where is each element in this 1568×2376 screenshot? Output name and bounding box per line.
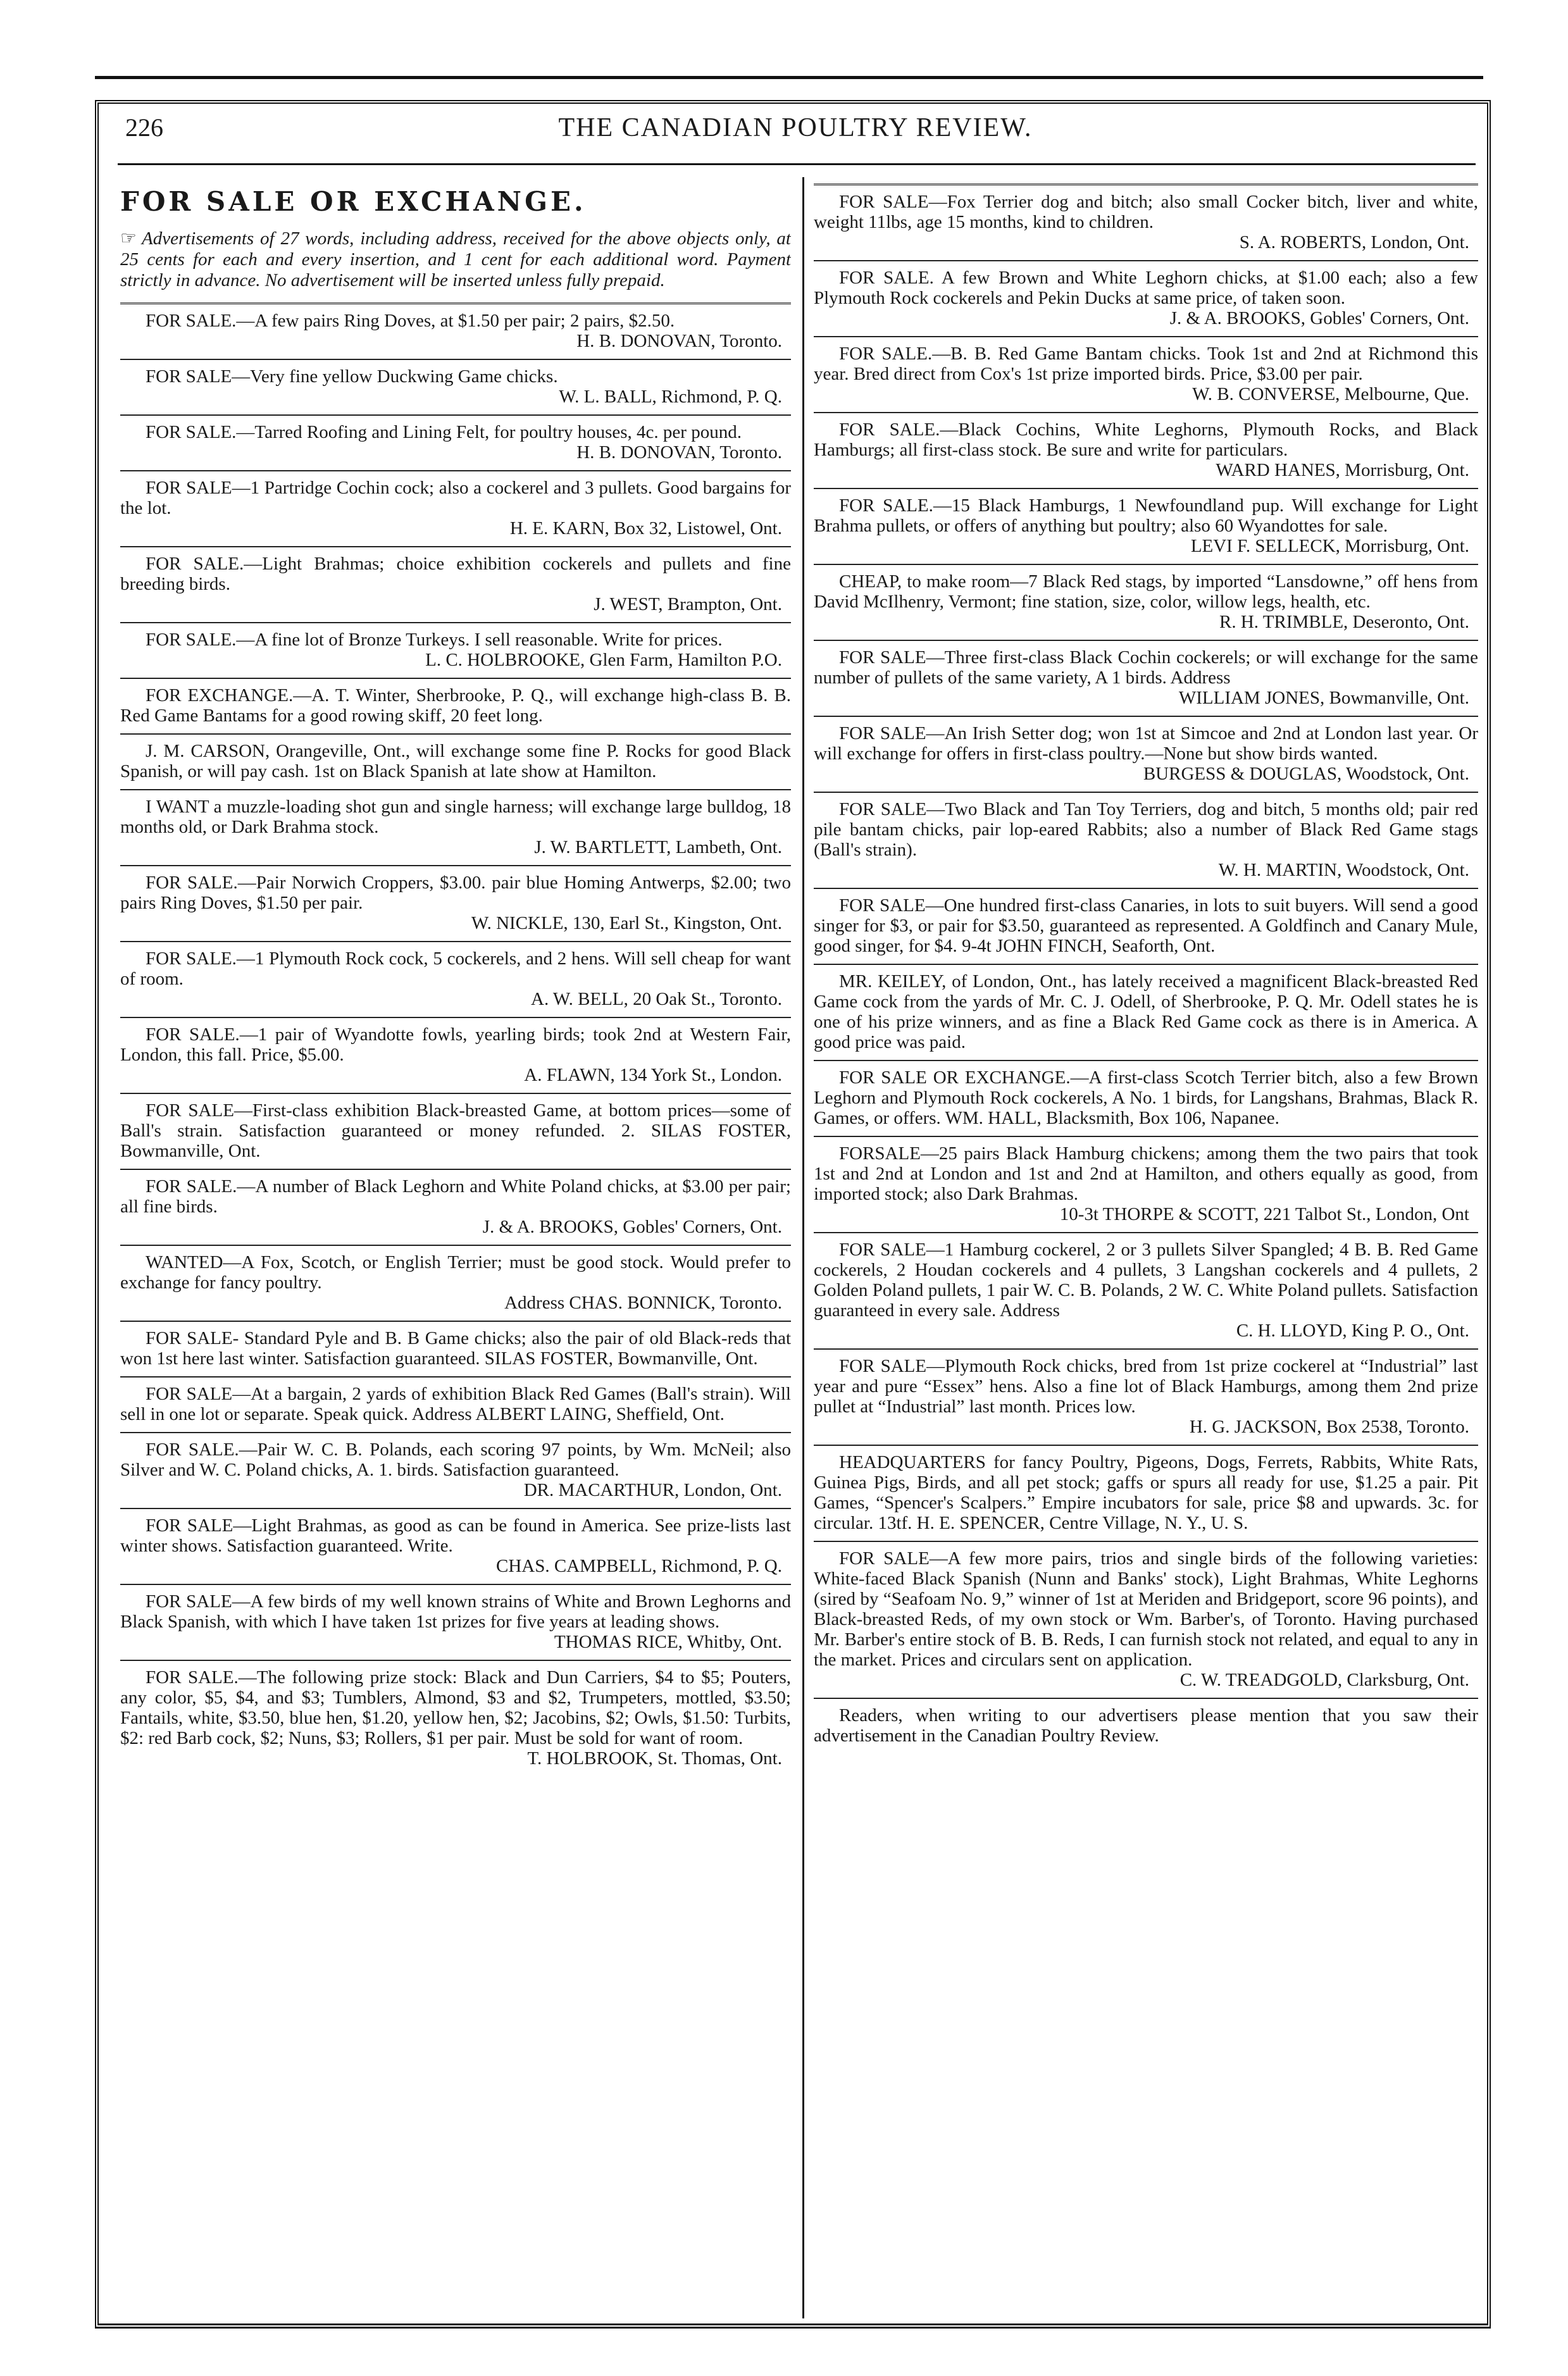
ad-signature: H. G. JACKSON, Box 2538, Toronto. — [1189, 1417, 1469, 1437]
ad-signature: J. & A. BROOKS, Gobles' Corners, Ont. — [482, 1217, 782, 1237]
ad-signature: J. & A. BROOKS, Gobles' Corners, Ont. — [1169, 308, 1469, 328]
ad-signature: WILLIAM JONES, Bowmanville, Ont. — [1178, 688, 1469, 708]
ad-signature: LEVI F. SELLECK, Morrisburg, Ont. — [1190, 536, 1469, 556]
ad-text: FOR SALE—At a bargain, 2 yards of exhibition Black Red Games (Ball's strain). Will sell in one lot or separate. Speak quick. Address ALBERT LAING, Sheffield, Ont. — [120, 1384, 791, 1424]
ad-text: FOR SALE—Fox Terrier dog and bitch; also small Cocker bitch, liver and white, weight 11lbs, age 15 months, kind to children. — [814, 192, 1478, 232]
classified-ad — [814, 1541, 1478, 1698]
ad-text: FOR SALE—Light Brahmas, as good as can be found in America. See prize-lists last winter shows. Satisfaction guaranteed. Write. — [120, 1515, 791, 1556]
classified-ad — [814, 964, 1478, 1060]
ad-text: FOR SALE.—A few pairs Ring Doves, at $1.50 per pair; 2 pairs, $2.50. — [146, 311, 675, 331]
classified-ad — [120, 414, 791, 470]
ad-text: FOR SALE—Two Black and Tan Toy Terriers, dog and bitch, 5 months old; pair red pile bantam chicks, pair lop-eared Rabbits; also a number of Black Red Game stags (Ball's strain). — [814, 799, 1478, 860]
ad-text: FOR SALE.—The following prize stock: Black and Dun Carriers, $4 to $5; Pouters, any color, $5, $4, and $3; Tumblers, Almond, $3 and $2, Trumpeters, mottled, $3.50; Fantails, white, $3.50, blue hen, $1.20, yellow hen, $2; Jacobins, $2; Owls, $1.50: Turbits, $2: red Barb cock, $2; Nuns, $3; Rollers, $1 per pair. Must be sold for want of room. — [120, 1667, 791, 1748]
ad-text: Readers, when writing to our advertisers please mention that you saw their advertisement in the Canadian Poultry Review. — [814, 1705, 1478, 1746]
classified-ad — [814, 888, 1478, 964]
journal-title: THE CANADIAN POULTRY REVIEW. — [558, 113, 1033, 142]
ad-text: FOR SALE.—Black Cochins, White Leghorns, Plymouth Rocks, and Black Hamburgs; all first-class stock. Be sure and write for particulars. — [814, 420, 1478, 460]
ad-signature: R. H. TRIMBLE, Deseronto, Ont. — [1219, 612, 1469, 632]
ad-text: FOR SALE.—B. B. Red Game Bantam chicks. Took 1st and 2nd at Richmond this year. Bred direct from Cox's 1st prize imported birds. Price, $3.00 per pair. — [814, 344, 1478, 384]
classified-ad — [120, 302, 791, 359]
classified-ad — [814, 1136, 1478, 1232]
ad-signature: W. NICKLE, 130, Earl St., Kingston, Ont. — [471, 913, 782, 933]
classified-ad — [814, 564, 1478, 640]
ad-signature: T. HOLBROOK, St. Thomas, Ont. — [527, 1748, 782, 1769]
classified-ad — [120, 1660, 791, 1776]
ad-text: FOR SALE- Standard Pyle and B. B Game chicks; also the pair of old Black-reds that won 1st here last winter. Satisfaction guaranteed. SILAS FOSTER, Bowmanville, Ont. — [120, 1328, 791, 1369]
classified-ad — [120, 789, 791, 865]
advertising-notice — [120, 228, 791, 291]
ad-signature: CHAS. CAMPBELL, Richmond, P. Q. — [496, 1556, 782, 1576]
left-column — [120, 183, 791, 2316]
ad-signature: W. H. MARTIN, Woodstock, Ont. — [1218, 860, 1469, 880]
ad-text: FOR SALE.—A fine lot of Bronze Turkeys. I sell reasonable. Write for prices. — [146, 630, 723, 650]
classified-ad — [814, 336, 1478, 412]
ad-signature: H. E. KARN, Box 32, Listowel, Ont. — [509, 518, 782, 538]
right-ads-list — [814, 183, 1478, 1753]
column-divider — [802, 177, 804, 2318]
classified-ad — [120, 1169, 791, 1245]
classified-ad — [814, 183, 1478, 260]
classified-ad — [814, 640, 1478, 716]
page-header — [125, 113, 1465, 157]
classified-ad — [120, 1321, 791, 1376]
classified-ad — [814, 412, 1478, 488]
classified-ad — [814, 1060, 1478, 1136]
classified-ad — [814, 792, 1478, 888]
ad-signature: J. WEST, Brampton, Ont. — [594, 594, 782, 614]
ad-text: FOR SALE—1 Partridge Cochin cock; also a cockerel and 3 pullets. Good bargains for the lot. — [120, 478, 791, 518]
classified-ad — [120, 678, 791, 733]
ad-text: FOR SALE.—1 Plymouth Rock cock, 5 cockerels, and 2 hens. Will sell cheap for want of room. — [120, 949, 791, 989]
classified-ad — [814, 1445, 1478, 1541]
ad-text: FOR SALE—Three first-class Black Cochin cockerels; or will exchange for the same number of pullets of the same variety, A 1 birds. Address — [814, 647, 1478, 688]
classified-ad — [814, 1348, 1478, 1445]
ad-signature: C. H. LLOYD, King P. O., Ont. — [1236, 1321, 1469, 1341]
ad-text: FOR SALE—A few birds of my well known strains of White and Brown Leghorns and Black Spanish, with which I have taken 1st prizes for five years at leading shows. — [120, 1591, 791, 1632]
ad-text: FOR SALE—A few more pairs, trios and single birds of the following varieties: White-faced Black Spanish (Nunn and Banks' stock), Light Brahmas, White Leghorns (sired by “Seafoam No. 9,” winner of 1st at Meriden and Bridgeport, score 96 points), and Black-breasted Reds, of my own stock or Wm. Barber's, of Toronto. Having purchased Mr. Barber's entire stock of B. B. Reds, I can furnish stock not related, and equal to any in the market. Prices and circulars sent on application. — [814, 1548, 1478, 1670]
ad-text: FOR SALE—One hundred first-class Canaries, in lots to suit buyers. Will send a good singer for $3, or pair for $3.50, guaranteed as represented. A Goldfinch and Canary Mule, good singer, for $4. 9-4t JOHN FINCH, Seaforth, Ont. — [814, 895, 1478, 956]
ad-signature: W. L. BALL, Richmond, P. Q. — [559, 387, 782, 407]
classified-ad — [814, 488, 1478, 564]
ad-text: FORSALE—25 pairs Black Hamburg chickens; among them the two pairs that took 1st and 2nd at London and 1st and 2nd at Hamilton, and others equally as good, from imported stock; also Dark Brahmas. — [814, 1143, 1478, 1204]
ad-text: FOR SALE.—Pair Norwich Croppers, $3.00. pair blue Homing Antwerps, $2.00; two pairs Ring Doves, $1.50 per pair. — [120, 873, 791, 913]
newspaper-page — [87, 76, 1491, 2329]
classified-ad — [120, 865, 791, 941]
ad-text: FOR SALE—First-class exhibition Black-breasted Game, at bottom prices—some of Ball's strain. Satisfaction guaranteed or money refunded. 2. SILAS FOSTER, Bowmanville, Ont. — [120, 1100, 791, 1161]
ad-text: FOR SALE.—Pair W. C. B. Polands, each scoring 97 points, by Wm. McNeil; also Silver and W. C. Poland chicks, A. 1. birds. Satisfaction guaranteed. — [120, 1440, 791, 1480]
classified-ad — [120, 1376, 791, 1432]
ad-text: CHEAP, to make room—7 Black Red stags, by imported “Lansdowne,” off hens from David McIlhenry, Vermont; fine station, size, color, willow legs, health, etc. — [814, 571, 1478, 612]
classified-ad — [120, 1017, 791, 1093]
classified-ad — [120, 546, 791, 622]
classified-ad — [120, 1245, 791, 1321]
classified-ad — [120, 941, 791, 1017]
ad-signature: H. B. DONOVAN, Toronto. — [576, 331, 782, 351]
ad-text: FOR SALE—Plymouth Rock chicks, bred from 1st prize cockerel at “Industrial” last year and pure “Essex” hens. Also a fine lot of Black Hamburgs, among them 2nd prize pullet at “Industrial” last month. Prices low. — [814, 1356, 1478, 1417]
ad-signature: BURGESS & DOUGLAS, Woodstock, Ont. — [1143, 764, 1469, 784]
ad-signature: A. FLAWN, 134 York St., London. — [524, 1065, 782, 1085]
notice-text: Advertisements of 27 words, including address, received for the above objects only, at 25 cents for each and every insertion, and 1 cent for each additional word. Payment strictly in advance. No advertisement will be inserted unless fully prepaid. — [120, 228, 791, 290]
ad-signature: S. A. ROBERTS, London, Ont. — [1239, 232, 1469, 252]
ad-text: HEADQUARTERS for fancy Poultry, Pigeons, Dogs, Ferrets, Rabbits, White Rats, Guinea Pigs, Birds, and all pet stock; gaffs or spurs all ready for use, $1.25 a pair. Pit Games, “Spencer's Scalpers.” Empire incubators for sale, price $8 and upwards. 3c. for circular. 13tf. H. E. SPENCER, Centre Village, N. Y., U. S. — [814, 1452, 1478, 1533]
classified-ad — [120, 1093, 791, 1169]
ad-text: MR. KEILEY, of London, Ont., has lately received a magnificent Black-breasted Red Game cock from the yards of Mr. C. J. Odell, of Sherbrooke, P. Q. Mr. Odell states he is one of his prize winners, and as fine a Black Red Game cock as there is in America. A good price was paid. — [814, 971, 1478, 1052]
ad-signature: L. C. HOLBROOKE, Glen Farm, Hamilton P.O. — [425, 650, 782, 670]
classified-ad — [120, 1584, 791, 1660]
classified-ad — [120, 470, 791, 546]
ad-text: FOR SALE—Very fine yellow Duckwing Game chicks. — [146, 366, 558, 387]
ad-text: J. M. CARSON, Orangeville, Ont., will exchange some fine P. Rocks for good Black Spanish, or will pay cash. 1st on Black Spanish at late show at Hamilton. — [120, 741, 791, 781]
classified-ad — [120, 1432, 791, 1508]
ad-signature: W. B. CONVERSE, Melbourne, Que. — [1192, 384, 1469, 404]
ad-text: FOR SALE.—15 Black Hamburgs, 1 Newfoundland pup. Will exchange for Light Brahma pullets, or offers of anything but poultry; also 60 Wyandottes for sale. — [814, 495, 1478, 536]
ad-signature: WARD HANES, Morrisburg, Ont. — [1216, 460, 1469, 480]
ad-signature: THOMAS RICE, Whitby, Ont. — [554, 1632, 782, 1652]
ad-text: FOR SALE—1 Hamburg cockerel, 2 or 3 pullets Silver Spangled; 4 B. B. Red Game cockerels, 2 Houdan cockerels and 4 pullets, 3 Langshan cockerels and 4 pullets, 2 Golden Poland pullets, 1 pair W. C. B. Polands, 2 W. C. White Poland pullets. Satisfaction guaranteed in every sale. Address — [814, 1240, 1478, 1321]
ad-signature: DR. MACARTHUR, London, Ont. — [523, 1480, 782, 1500]
section-title: FOR SALE OR EXCHANGE. — [120, 186, 587, 217]
ad-text: I WANT a muzzle-loading shot gun and single harness; will exchange large bulldog, 18 months old, or Dark Brahma stock. — [120, 797, 791, 837]
ad-signature: H. B. DONOVAN, Toronto. — [576, 442, 782, 463]
ad-signature: 10-3t THORPE & SCOTT, 221 Talbot St., London, Ont — [1059, 1204, 1469, 1224]
classified-ad — [120, 622, 791, 678]
ad-text: FOR SALE.—A number of Black Leghorn and White Poland chicks, at $3.00 per pair; all fine birds. — [120, 1176, 791, 1217]
classified-ad — [814, 716, 1478, 792]
ad-text: FOR EXCHANGE.—A. T. Winter, Sherbrooke, P. Q., will exchange high-class B. B. Red Game Bantams for a good rowing skiff, 20 feet long. — [120, 685, 791, 726]
ad-text: FOR SALE OR EXCHANGE.—A first-class Scotch Terrier bitch, also a few Brown Leghorn and Plymouth Rock cockerels, A No. 1 birds, for Langshans, Brahmas, Black R. Games, or offers. WM. HALL, Blacksmith, Box 106, Napanee. — [814, 1067, 1478, 1128]
classified-ad — [120, 733, 791, 789]
ad-signature: A. W. BELL, 20 Oak St., Toronto. — [531, 989, 782, 1009]
ad-text: FOR SALE.—Light Brahmas; choice exhibition cockerels and pullets and fine breeding birds. — [120, 554, 791, 594]
ad-text: FOR SALE.—Tarred Roofing and Lining Felt, for poultry houses, 4c. per pound. — [146, 422, 742, 442]
classified-ad — [120, 1508, 791, 1584]
classified-ad — [814, 260, 1478, 336]
ad-signature: Address CHAS. BONNICK, Toronto. — [504, 1293, 782, 1313]
ad-signature: J. W. BARTLETT, Lambeth, Ont. — [534, 837, 782, 857]
top-rule — [95, 76, 1483, 79]
classified-ad — [120, 359, 791, 414]
ad-text: WANTED—A Fox, Scotch, or English Terrier; must be good stock. Would prefer to exchange for fancy poultry. — [120, 1252, 791, 1293]
pointing-hand-icon: ☞ — [120, 228, 137, 249]
ad-text: FOR SALE—An Irish Setter dog; won 1st at Simcoe and 2nd at London last year. Or will exchange for offers in first-class poultry.—None but show birds wanted. — [814, 723, 1478, 764]
classified-ad — [814, 1232, 1478, 1348]
header-rule — [118, 163, 1476, 165]
ad-text: FOR SALE.—1 pair of Wyandotte fowls, yearling birds; took 2nd at Western Fair, London, this fall. Price, $5.00. — [120, 1024, 791, 1065]
right-column — [814, 183, 1478, 2316]
page-number: 226 — [125, 113, 163, 142]
ad-signature: C. W. TREADGOLD, Clarksburg, Ont. — [1179, 1670, 1469, 1690]
left-ads-list — [120, 302, 791, 1776]
ad-text: FOR SALE. A few Brown and White Leghorn chicks, at $1.00 each; also a few Plymouth Rock cockerels and Pekin Ducks at same price, of taken soon. — [814, 268, 1478, 308]
classified-ad — [814, 1698, 1478, 1753]
